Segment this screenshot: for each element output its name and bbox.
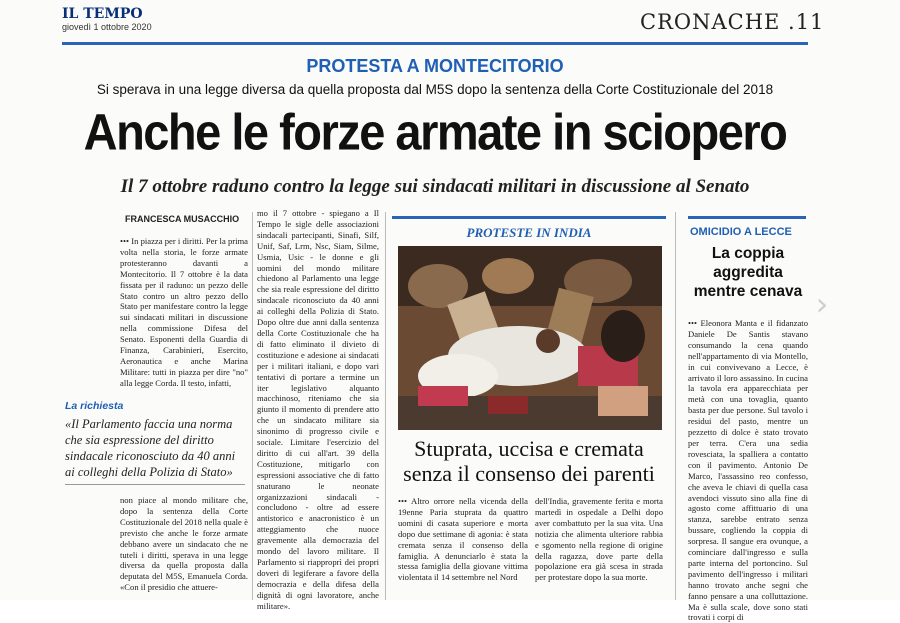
protest-photo xyxy=(398,246,662,430)
india-column-1: ••• Altro orrore nella vicenda della 19enne Paria stuprata da quattro uomini di casata superiore e morta dopo due settimane di agonia: è stata cremata senza il consenso della famiglia. A denunciarlo è stata la stessa famiglia della giovane vittima violentata il 14 settembre nel Nord xyxy=(398,496,528,583)
article-column-2: mo il 7 ottobre - spiegano a Il Tempo le sigle delle associazioni sindacali partecipanti, Sinafi, Silf, Unif, Saf, Lrm, Nsc, Siam, Silme, Usmia, Usic - le donne e gli uomini del mondo militare chiedono al Parlamento una legge che sia reale espressione del diritto sindacale riconosciuto da 40 anni ai colleghi della Polizia di Stato. Dopo oltre due anni dalla sentenza della Corte Costituzionale che ha di fatto eliminato il divieto di costituzione e adesione ai sindacati per i militari italiani, e dopo vari tentativi di portare a termine un iter legislativo alquanto macchinoso, riteniamo che sia giunto il momento di prendere atto che un sindacato militare sia sinonimo di progresso civile e sociale. Limitare l'esercizio del diritto di cui all'art. 39 della Costituzione, mitigarlo con espressioni associative che di fatto snaturano le neonate organizzazioni sindacali - concludono - oltre ad essere antistorico e anacronistico è un atteggiamento che nuoce gravemente alla democrazia del mondo del lavoro militare. Il Parlamento si riapproprì dei propri doveri di legiferare a favore della democrazia e della difesa della dignità di ogni lavoratore, anche militare». xyxy=(257,208,379,611)
column-divider xyxy=(385,212,386,600)
main-subkicker: Si sperava in una legge diversa da quella proposta dal M5S dopo la sentenza della Corte Costituzionale del 2018 xyxy=(96,82,774,97)
main-headline: Anche le forze armate in sciopero xyxy=(83,102,787,161)
india-kicker: PROTESTE IN INDIA xyxy=(466,225,592,240)
india-column-2: dell'India, gravemente ferita e morta martedì in ospedale a Delhi dopo aver combattuto per la sua vita. Una notizia che alimenta ulteriore rabbia e sgomento nella regione di origine della ragazza, dove parte della popolazione era già scesa in strada per protestare dopo la sua morte. xyxy=(535,496,663,583)
india-box-rule xyxy=(392,216,666,219)
chevron-right-icon[interactable]: › xyxy=(815,285,829,323)
sidebar-kicker: OMICIDIO A LECCE xyxy=(690,226,792,238)
india-headline: Stuprata, uccisa e cremata senza il consenso dei parenti xyxy=(403,436,655,486)
quote-divider xyxy=(65,484,245,485)
masthead-logo: IL TEMPO xyxy=(62,6,143,22)
byline: FRANCESCA MUSACCHIO xyxy=(125,214,240,224)
quote-label: La richiesta xyxy=(65,400,124,412)
section-title: CRONACHE .11 xyxy=(640,10,825,34)
protest-photo-image xyxy=(398,246,662,430)
sidebar-rule xyxy=(688,216,806,219)
top-rule xyxy=(62,42,808,45)
sidebar-headline: La coppia aggredita mentre cenava xyxy=(693,245,803,300)
article-column-1: ••• In piazza per i diritti. Per la prima volta nella storia, le forze armate protesteranno davanti a Montecitorio. Il 7 ottobre è la data fissata per il raduno: un pezzo delle Stato contro un altro pezzo dello Stato per manifestare contro la legge sui sindacati militari in discussione nella commissione Difesa del Senato. Esponenti della Guardia di Finanza, Carabinieri, Esercito, Aeronautica e anche Marina Militare: tutti in piazza per dire "no" alla legge Corda. Il testo, infatti, xyxy=(120,236,248,388)
column-divider xyxy=(252,212,253,600)
pull-quote: «Il Parlamento faccia una norma che sia espressione del diritto sindacale riconosciuto da 40 anni ai colleghi della Polizia di Stato» xyxy=(65,417,236,479)
column-divider xyxy=(675,212,676,600)
main-kicker: PROTESTA A MONTECITORIO xyxy=(306,56,564,76)
main-deck: Il 7 ottobre raduno contro la legge sui sindacati militari in discussione al Senato xyxy=(120,176,750,197)
sidebar-column: ••• Eleonora Manta e il fidanzato Daniele De Santis stavano consumando la cena quando nell'appartamento di via Montello, in cui convivevano a Lecce, è arrivato il loro assassino. In cucina la tavola era apparecchiata per metà con una tovaglia, quanto basta per due persone. Sul tavolo i residui del pasto, mentre un pezzetto di dolce è stato trovato per terra. C'era una sedia rovesciata, la spalliera a contatto con il pavimento. Antonio De Marco, l'assassino reo confesso, che aveva le chiavi di quella casa avendoci vissuto sino alla fine di agosto come affittuario di una stanza, sarebbe entrato senza bussare, cogliendo la coppia di sorpresa. Il sangue era ovunque, a cominciare dall'ingresso e sulla parte interna del portoncino. Sul pavimento dell'ingresso i militari hanno trovato anche segni che fanno pensare a una colluttazione. Ma è sulla scale, dove sono stati trovati i corpi di xyxy=(688,318,808,623)
article-column-1b: non piace al mondo militare che, dopo la sentenza della Corte Costituzionale del 2018 nella quale è previsto che anche le forze armate debbano avere un sindacato che ne tuteli i diritti, sperava in una legge diversa da quella proposta dalla deputata del M5S, Emanuela Corda. «Con il presidio che attuere- xyxy=(120,495,248,593)
issue-date: giovedì 1 ottobre 2020 xyxy=(62,22,152,32)
